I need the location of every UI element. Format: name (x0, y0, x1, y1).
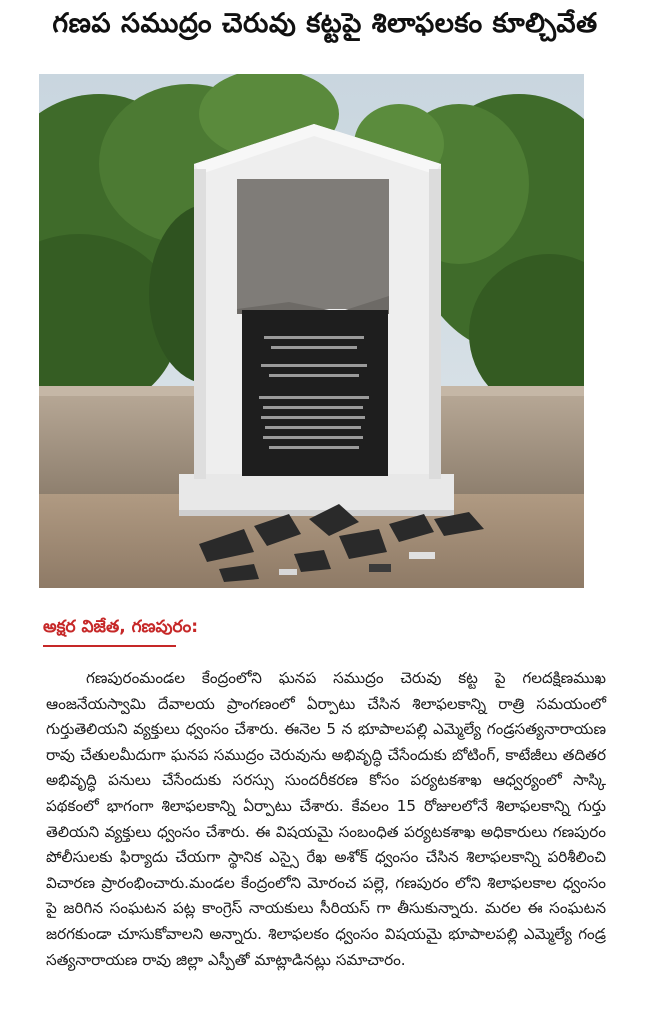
demolished-plaque-photo (39, 74, 584, 588)
byline: అక్షర విజేత, గణపురం: (43, 617, 199, 637)
article-paragraph: గణపురంమండల కేంద్రంలోని ఘనప సముద్రం చెరువు కట్ట పై గలదక్షిణముఖ ఆంజనేయస్వామి దేవాలయ ప్రాంగణంలో ఏర్పాటు చేసిన శిలాఫలకాన్ని రాత్రి సమయంలో గుర్తుతెలియని వ్యక్తులు ధ్వంసం చేశారు. ఈనెల 5 న భూపాలపల్లి ఎమ్మెల్యే గండ్రసత్యనారాయణ రావు చేతులమీదుగా ఘనప సముద్రం చెరువును అభివృద్ధి చేసేందుకు బోటింగ్, కాటేజీలు తదితర అభివృద్ధి పనులు చేసేందుకు సరస్సు సుందరీకరణ కోసం పర్యటకశాఖ ఆధ్వర్యంలో సాస్కి పథకంలో భాగంగా శిలాఫలకాన్ని ఏర్పాటు చేశారు. కేవలం 15 రోజులలోనే శిలాఫలకాన్ని గుర్తు తెలియని వ్యక్తులు ధ్వంసం చేశారు. ఈ విషయమై సంబంధిత పర్యటకశాఖ అధికారులు గణపురం పోలీసులకు ఫిర్యాదు చేయగా స్థానిక ఎస్సై రేఖ అశోక్ ధ్వంసం చేసిన శిలాఫలకాన్ని పరిశీలించి విచారణ ప్రారంభించారు.మండల కేంద్రంలోని మోరంచ పల్లె, గణపురం లోని శిలాఫలకాల ధ్వంసం పై జరిగిన సంఘటన పట్ల కాంగ్రెస్ నాయకులు సీరియస్ గా తీసుకున్నారు. మరల ఈ సంఘటన జరగకుండా చూసుకోవాలని అన్నారు. శిలాఫలకం ధ్వంసం విషయమై భూపాలపల్లి ఎమ్మెల్యే గండ్ర సత్యనారాయణ రావు జిల్లా ఎస్పీతో మాట్లాడినట్లు సమాచారం. (46, 669, 606, 969)
monument (179, 124, 454, 516)
article-body (46, 666, 606, 973)
headline: గణప సముద్రం చెరువు కట్టపై శిలాఫలకం కూల్చివేత (52, 8, 598, 39)
byline-underline (43, 645, 176, 647)
